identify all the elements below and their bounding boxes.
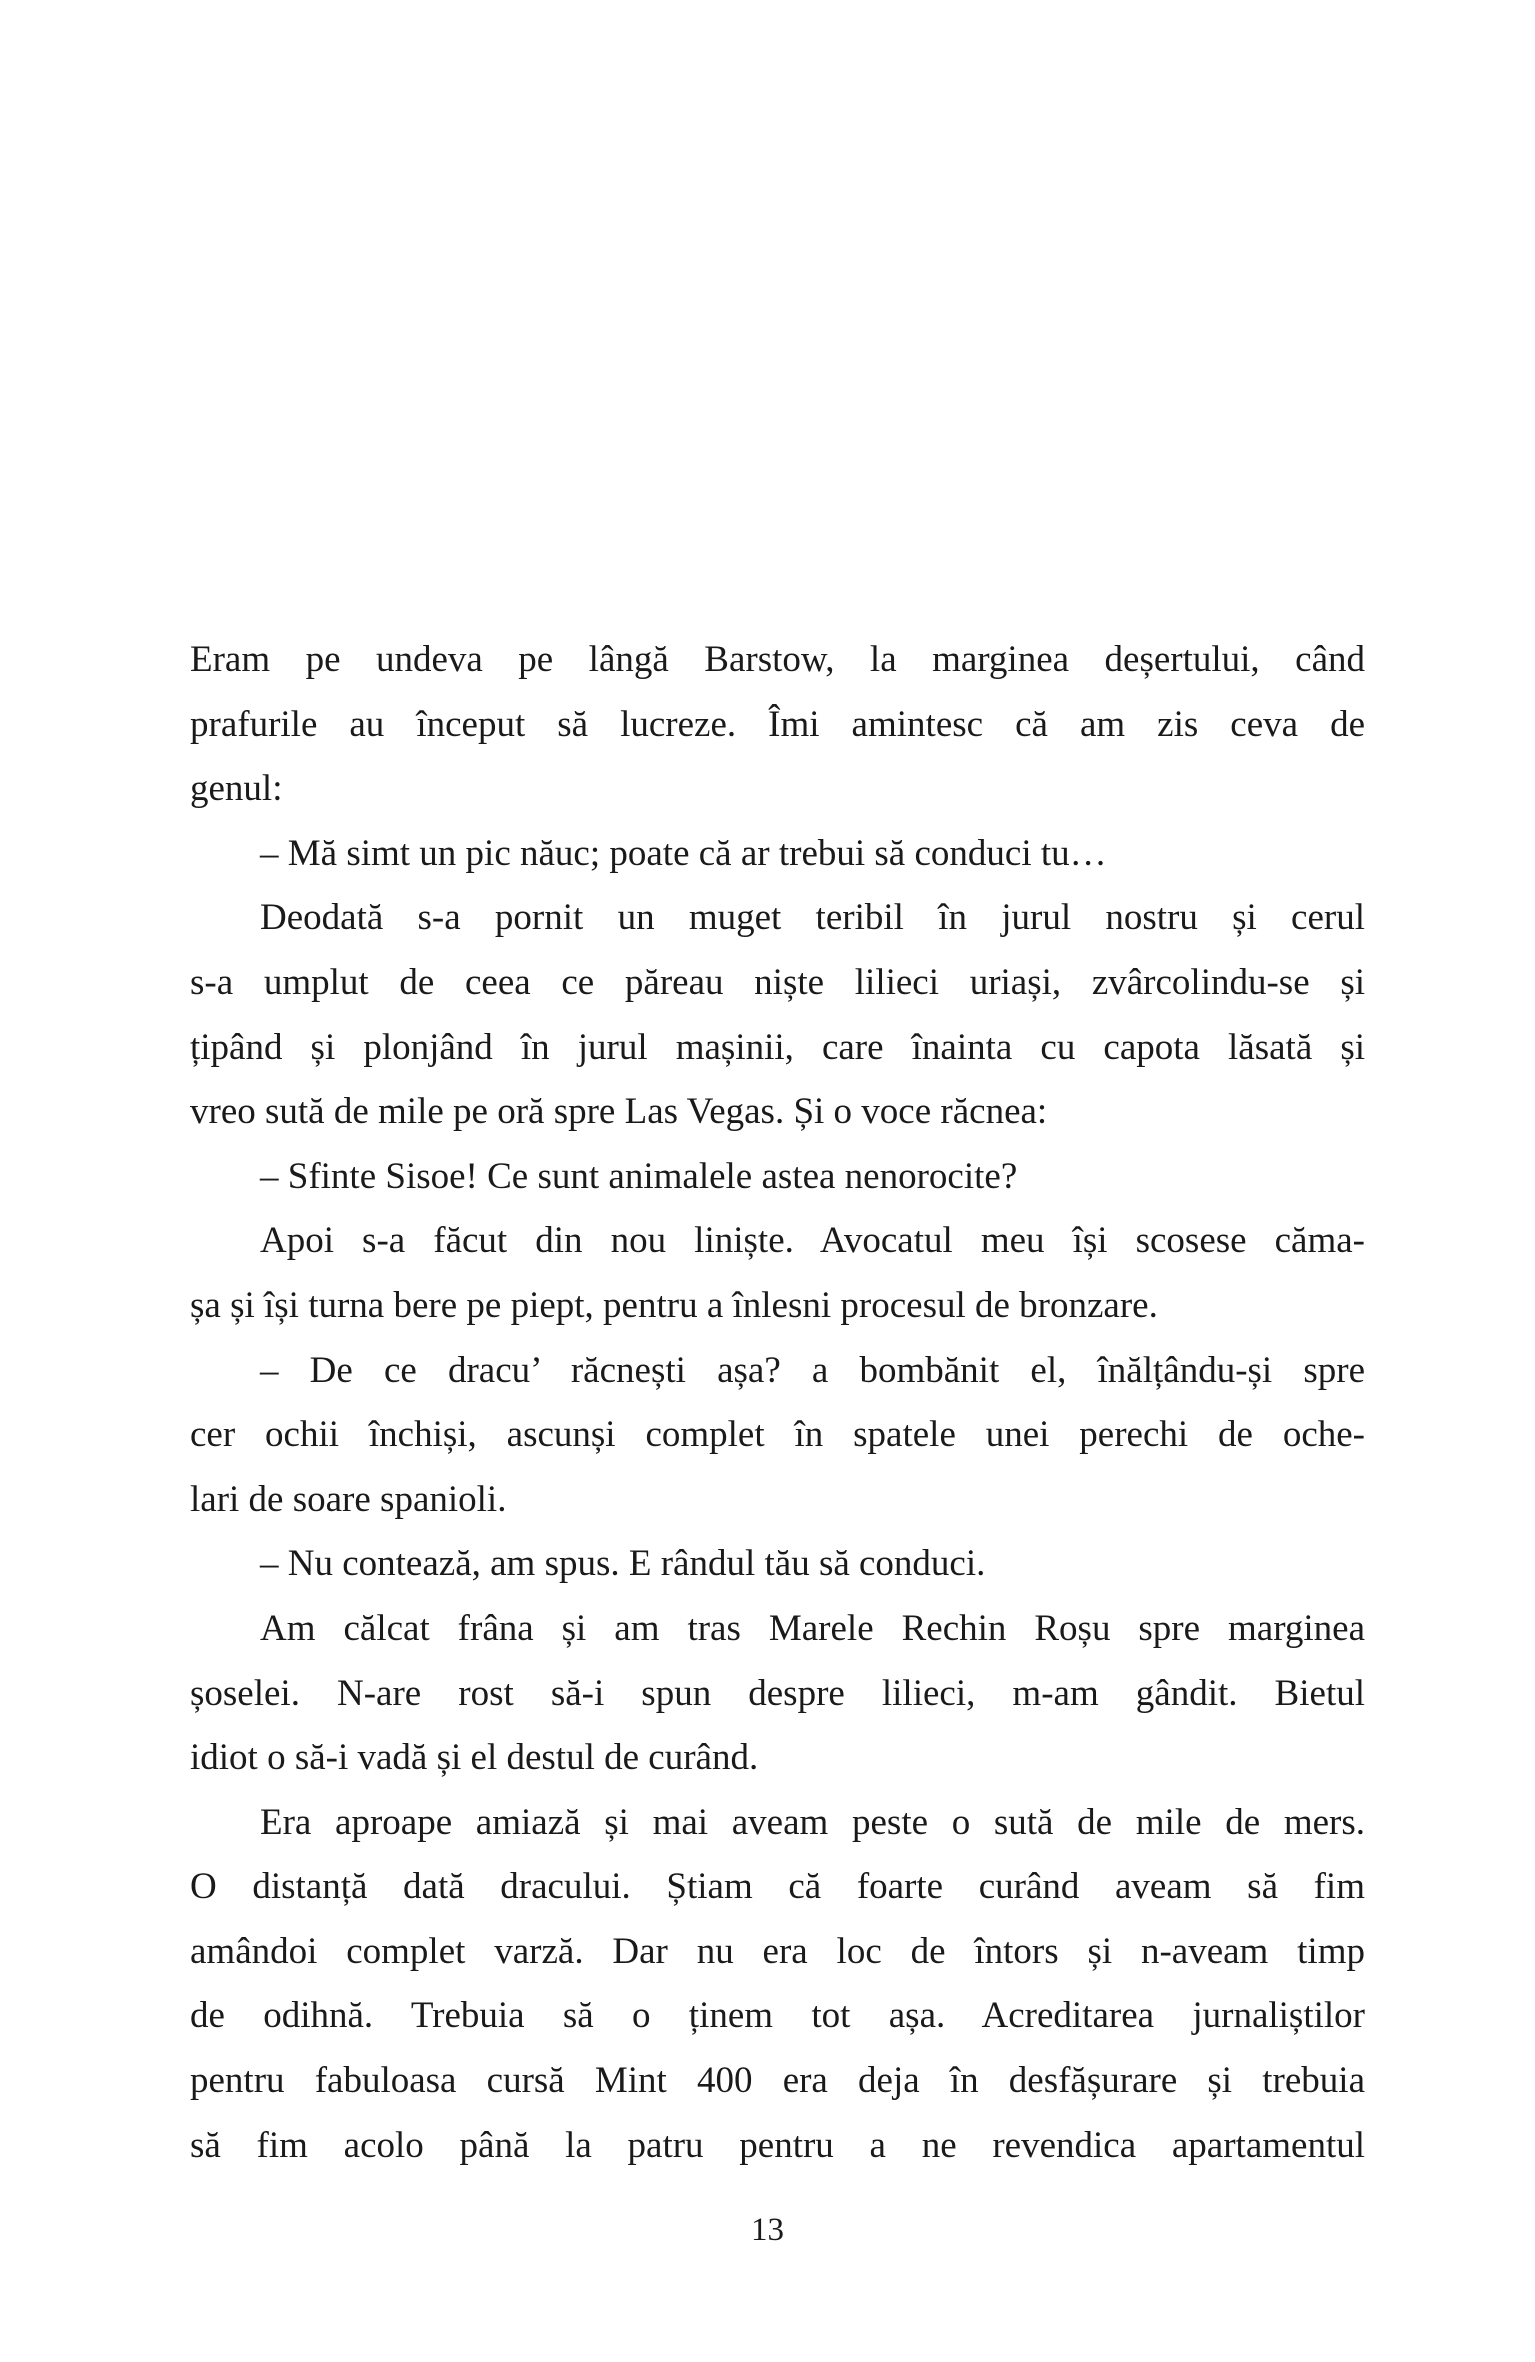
text-line: Eram pe undeva pe lângă Barstow, la marginea deșertului, când xyxy=(190,639,1365,680)
text-line: idiot o să-i vadă și el destul de curând. xyxy=(190,1737,759,1779)
text-line: genul: xyxy=(190,768,283,810)
text-line: – De ce dracu’ răcnești așa? a bombănit el, înălțându-și spre xyxy=(260,1349,1365,1391)
text-line: Deodată s-a pornit un muget teribil în jurul nostru și cerul xyxy=(260,897,1365,939)
text-line: șa și își turna bere pe piept, pentru a înlesni procesul de bronzare. xyxy=(190,1284,1158,1326)
body-text xyxy=(190,628,1365,2178)
text-line: șoselei. N-are rost să-i spun despre lilieci, m-am gândit. Bietul xyxy=(190,1672,1365,1714)
text-line: Apoi s-a făcut din nou liniște. Avocatul meu își scosese căma- xyxy=(260,1220,1365,1262)
page-number: 13 xyxy=(751,2212,784,2248)
text-line: prafurile au început să lucreze. Îmi amintesc că am zis ceva de xyxy=(190,703,1365,745)
text-line: de odihnă. Trebuia să o ținem tot așa. Acreditarea jurnaliștilor xyxy=(190,1995,1365,2037)
text-line: Era aproape amiază și mai aveam peste o sută de mile de mers. xyxy=(260,1801,1365,1843)
text-line: – Sfinte Sisoe! Ce sunt animalele astea nenorocite? xyxy=(260,1155,1018,1197)
text-line: s-a umplut de ceea ce păreau niște lilieci uriași, zvârcolindu-se și xyxy=(190,961,1365,1003)
text-line: lari de soare spanioli. xyxy=(190,1478,507,1520)
text-line: pentru fabuloasa cursă Mint 400 era deja în desfășurare și trebuia xyxy=(190,2060,1365,2102)
text-line: vreo sută de mile pe oră spre Las Vegas. Și o voce răcnea: xyxy=(190,1091,1048,1133)
text-line: – Nu contează, am spus. E rândul tău să conduci. xyxy=(260,1543,986,1585)
text-line: O distanță dată dracului. Știam că foarte curând aveam să fim xyxy=(190,1866,1365,1908)
text-line: cer ochii închiși, ascunși complet în spatele unei perechi de oche- xyxy=(190,1414,1365,1456)
text-line: amândoi complet varză. Dar nu era loc de întors și n-aveam timp xyxy=(190,1930,1365,1972)
text-line: să fim acolo până la patru pentru a ne revendica apartamentul xyxy=(190,2124,1365,2166)
text-line: – Mă simt un pic năuc; poate că ar trebui să conduci tu… xyxy=(260,832,1107,874)
text-line: Am călcat frâna și am tras Marele Rechin Roșu spre marginea xyxy=(260,1607,1365,1649)
text-line: țipând și plonjând în jurul mașinii, care înainta cu capota lăsată și xyxy=(190,1026,1365,1068)
